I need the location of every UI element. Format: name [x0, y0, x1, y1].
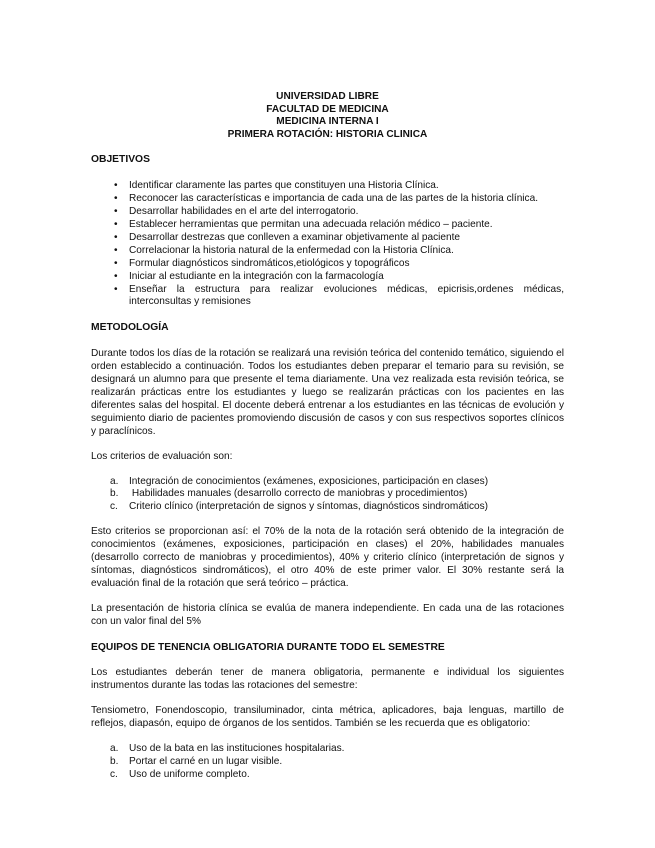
- metodologia-heading: METODOLOGÍA: [91, 322, 169, 334]
- header-faculty: FACULTAD DE MEDICINA: [266, 103, 389, 115]
- header-rotation: PRIMERA ROTACIÓN: HISTORIA CLINICA: [227, 128, 428, 140]
- list-item: • Desarrollar habilidades en el arte del interrogatorio.: [114, 206, 359, 218]
- criterios-list: [91, 476, 564, 515]
- objetivos-heading: OBJETIVOS: [91, 154, 150, 166]
- list-item: a. Integración de conocimientos (exámenes, exposiciones, participación en clases): [110, 475, 489, 487]
- bullet-icon: •: [114, 180, 118, 192]
- bullet-icon: •: [114, 193, 118, 205]
- document-header: [91, 91, 564, 141]
- list-item: • Formular diagnósticos sindromáticos,etiológicos y topográficos: [114, 257, 410, 269]
- list-item: • Enseñar la estructura para realizar evoluciones médicas, epicrisis,ordenes médicas, interconsultas y remisiones: [114, 283, 564, 308]
- document-page: [91, 91, 564, 782]
- metodologia-paragraph-3: Esto criterios se proporcionan así: el 70% de la nota de la rotación será obtenido de la integración de conocimientos (exámenes, exposiciones, participación en clases) el 20%, habilidades manuales (desarrollo correcto de maniobras y procedimientos), 40% y criterio clínico (interpretación de signos y síntomas, diagnósticos sindromáticos), el otro 40% de este primer valor. El 30% restante será la evaluación final de la rotación que será teórico – práctica.: [91, 526, 564, 589]
- header-university: UNIVERSIDAD LIBRE: [276, 91, 379, 102]
- bullet-icon: •: [114, 244, 118, 256]
- list-item: • Iniciar al estudiante en la integración con la farmacología: [114, 270, 384, 282]
- equipos-heading: EQUIPOS DE TENENCIA OBLIGATORIA DURANTE TODO EL SEMESTRE: [91, 641, 445, 653]
- criterios-intro: Los criterios de evaluación son:: [91, 450, 233, 462]
- bullet-icon: •: [114, 231, 118, 243]
- metodologia-paragraph-4: La presentación de historia clínica se evalúa de manera independiente. En cada una de las rotaciones con un valor final del 5%: [91, 602, 564, 627]
- bullet-icon: •: [114, 270, 118, 282]
- objetivos-list: [91, 180, 564, 309]
- list-item: • Desarrollar destrezas que conlleven a examinar objetivamente al paciente: [114, 231, 461, 243]
- list-item: b. Habilidades manuales (desarrollo correcto de maniobras y procedimientos): [110, 488, 468, 500]
- equipos-paragraph-2: Tensiometro, Fonendoscopio, transiluminador, cinta métrica, aplicadores, baja lenguas, martillo de reflejos, diapasón, equipo de órganos de los sentidos. También se les recuerda que es obligatorio:: [91, 705, 564, 730]
- list-item: • Reconocer las características e importancia de cada una de las partes de la historia clínica.: [114, 193, 539, 205]
- list-item: • Correlacionar la historia natural de la enfermedad con la Historia Clínica.: [114, 244, 454, 256]
- list-item: a. Uso de la bata en las instituciones hospitalarias.: [110, 743, 345, 755]
- list-item: c. Uso de uniforme completo.: [110, 768, 250, 780]
- list-item: b. Portar el carné en un lugar visible.: [110, 756, 283, 767]
- bullet-icon: •: [114, 206, 118, 218]
- bullet-icon: •: [114, 283, 118, 295]
- list-item: c. Criterio clínico (interpretación de signos y síntomas, diagnósticos sindromáticos): [110, 501, 489, 513]
- obligatorio-list: [91, 743, 564, 782]
- header-course: MEDICINA INTERNA I: [276, 116, 379, 128]
- metodologia-paragraph-1: Durante todos los días de la rotación se realizará una revisión teórica del contenido temático, siguiendo el orden establecido a continuación. Todos los estudiantes deben preparar el temario para su revisión, se designará un alumno para que presente el tema diariamente. Una vez realizada esta revisión teórica, se realizarán prácticas entre los estudiantes y luego se realizarán prácticas con los pacientes en las diferentes salas del hospital. El docente deberá entrenar a los estudiantes en las técnicas de evolución y seguimiento diario de pacientes promoviendo discusión de casos y con sus respectivos soportes clínicos y paraclínicos.: [91, 348, 565, 437]
- list-item: • Establecer herramientas que permitan una adecuada relación médico – paciente.: [114, 219, 493, 230]
- bullet-icon: •: [114, 257, 118, 269]
- bullet-icon: •: [114, 219, 118, 230]
- equipos-paragraph-1: Los estudiantes deberán tener de manera obligatoria, permanente e individual los siguientes instrumentos durante las todas las rotaciones del semestre:: [91, 667, 564, 692]
- list-item: • Identificar claramente las partes que constituyen una Historia Clínica.: [114, 180, 439, 192]
